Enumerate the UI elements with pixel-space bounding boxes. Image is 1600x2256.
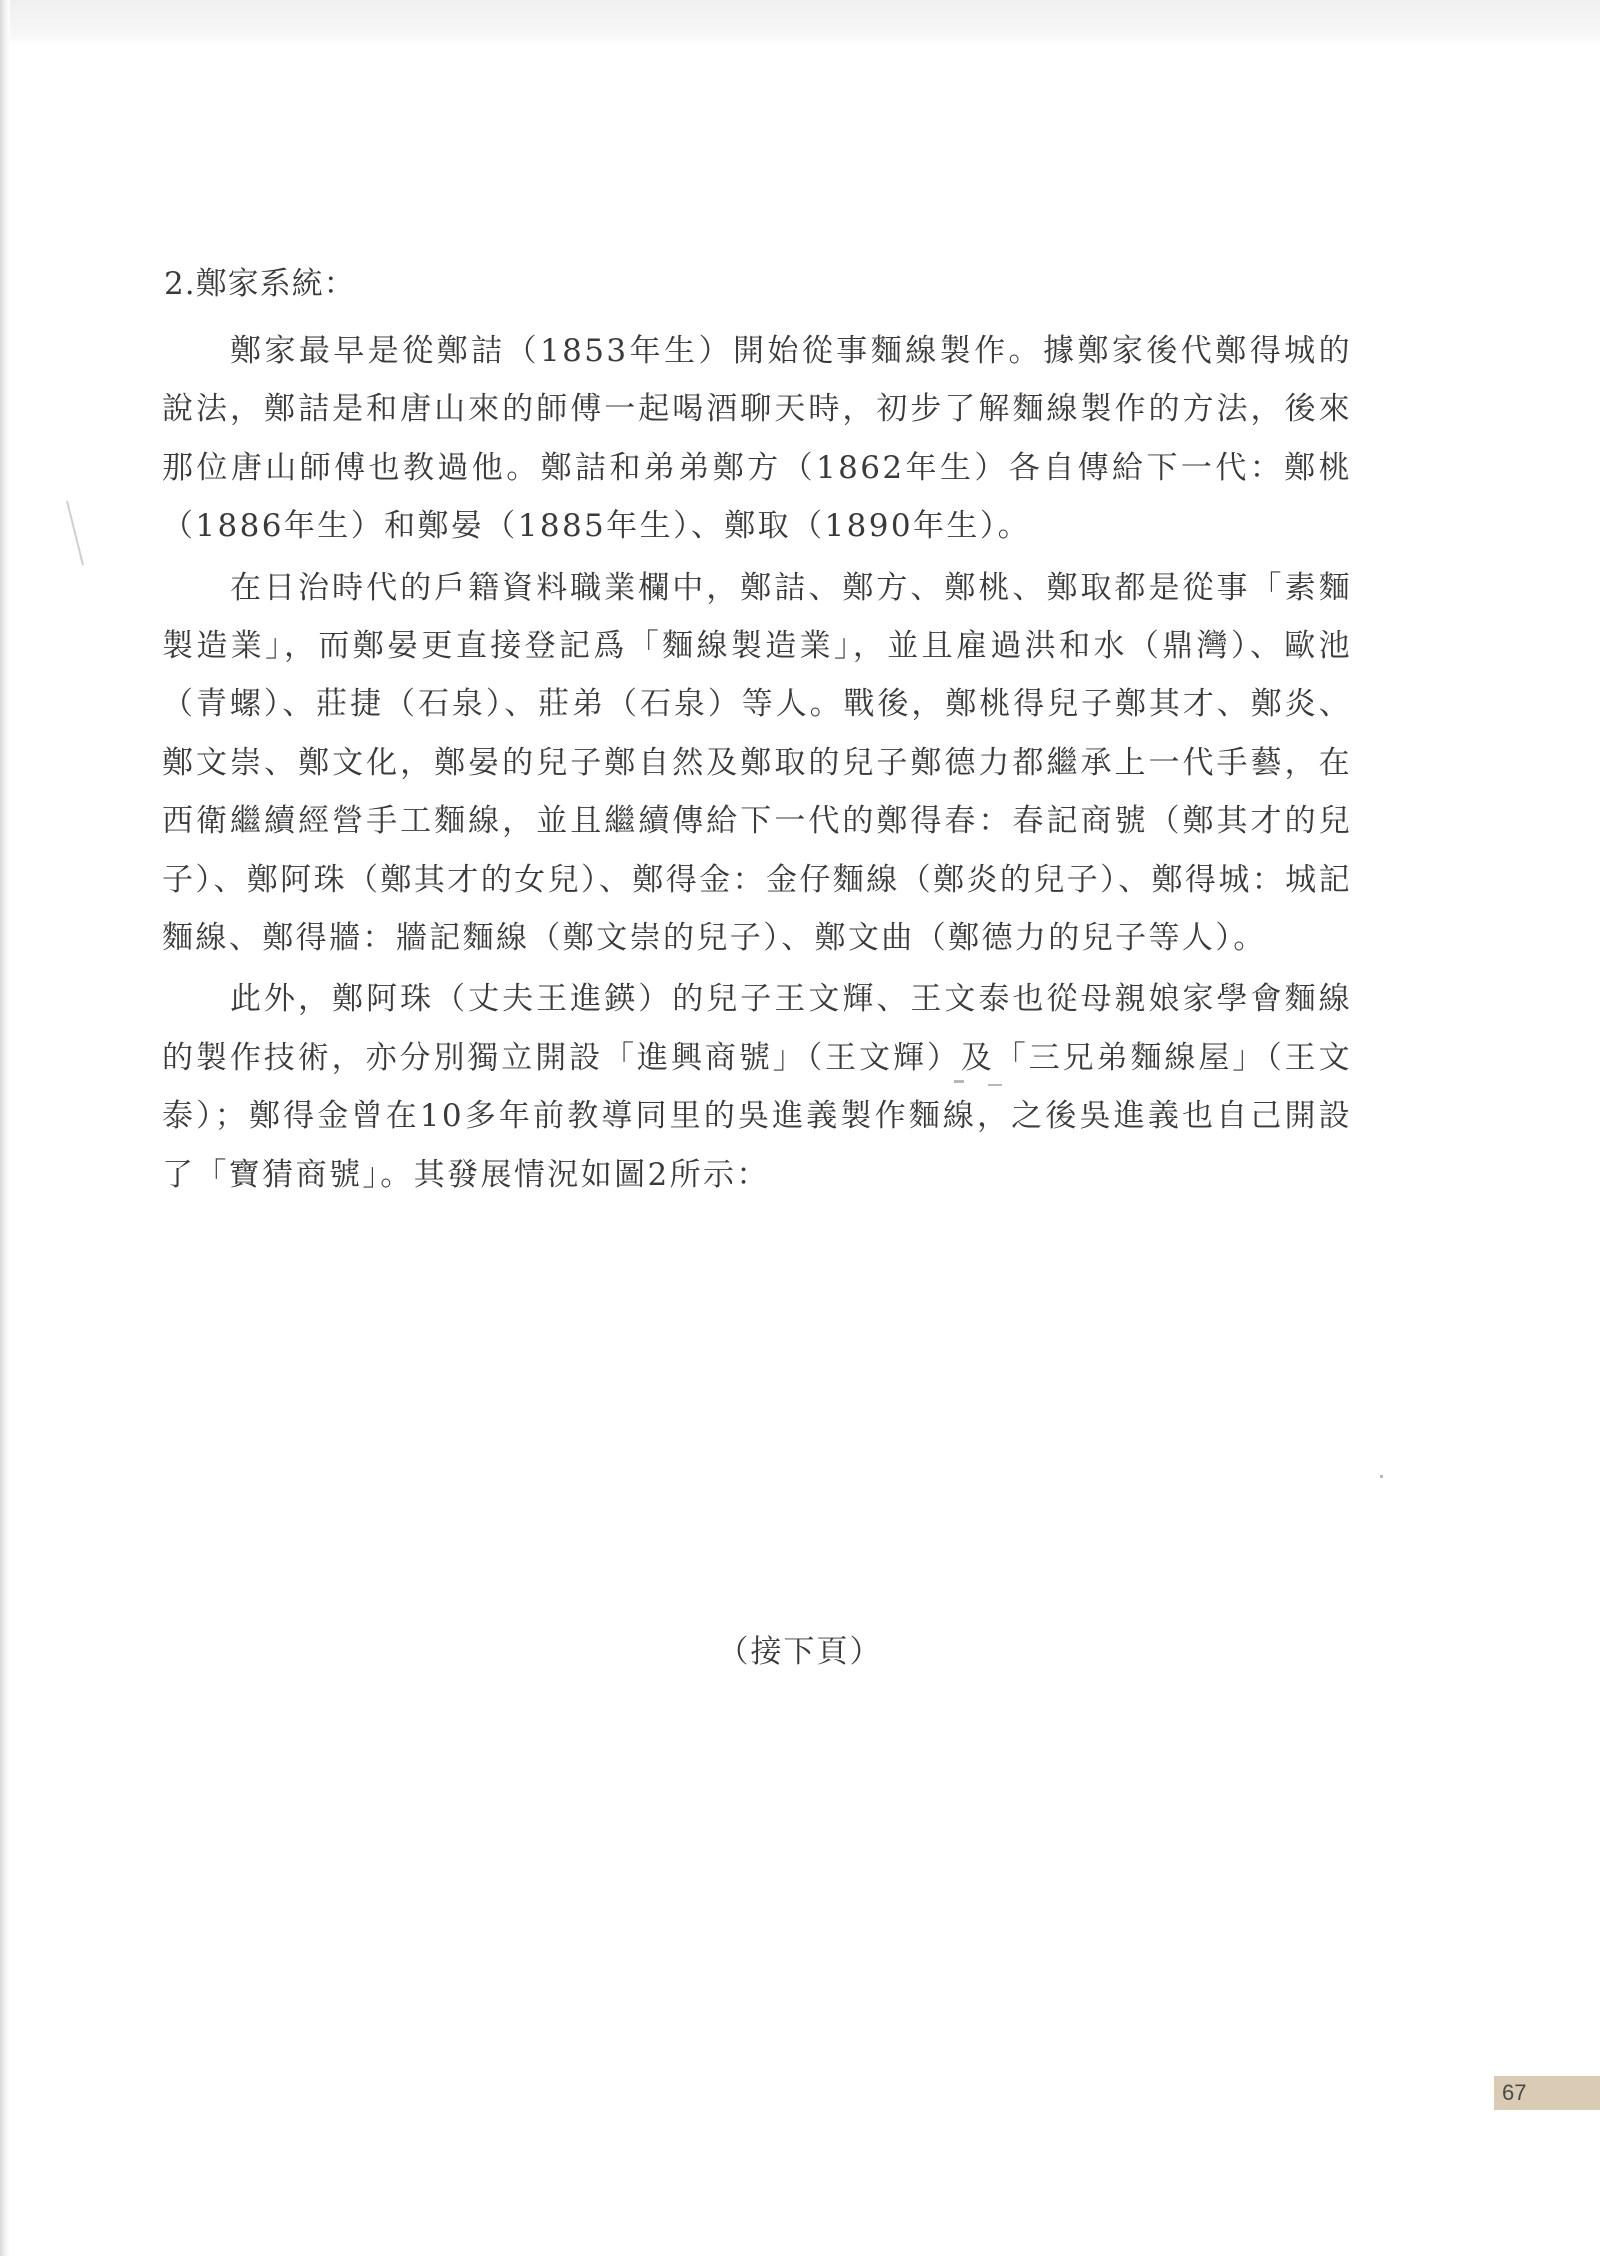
section-heading: 2.鄭家系統：: [164, 266, 356, 302]
scan-top-shadow: [0, 0, 1600, 46]
body-text: [162, 322, 1352, 1207]
paragraph: 在日治時代的戶籍資料職業欄中，鄭詰、鄭方、鄭桃、鄭取都是從事「素麵製造業」，而鄭晏更直接登記爲「麵線製造業」，並且雇過洪和水（鼎灣）、歐池（青螺）、莊捷（石泉）、莊弟（石泉）等人。戰後，鄭桃得兒子鄭其才、鄭炎、鄭文崇、鄭文化，鄭晏的兒子鄭自然及鄭取的兒子鄭德力都繼承上一代手藝，在西衛繼續經營手工麵線，並且繼續傳給下一代的鄭得春：春記商號（鄭其才的兒子）、鄭阿珠（鄭其才的女兒）、鄭得金：金仔麵線（鄭炎的兒子）、鄭得城：城記麵線、鄭得牆：牆記麵線（鄭文崇的兒子）、鄭文曲（鄭德力的兒子等人）。: [162, 569, 1352, 957]
paragraph: 此外，鄭阿珠（丈夫王進鍈）的兒子王文輝、王文泰也從母親娘家學會麵線的製作技術，亦分別獨立開設「進興商號」（王文輝）及「三兄弟麵線屋」（王文泰）；鄭得金曾在10多年前教導同里的吳進義製作麵線，之後吳進義也自己開設了「寶猜商號」。其發展情況如圖2所示：: [162, 981, 1352, 1193]
scan-streak: [66, 501, 84, 566]
scan-left-edge: [0, 0, 10, 2256]
continued-note: （接下頁）: [717, 1634, 883, 1670]
paragraph: 鄭家最早是從鄭詰（1853年生）開始從事麵線製作。據鄭家後代鄭得城的說法，鄭詰是和唐山來的師傅一起喝酒聊天時，初步了解麵線製作的方法，後來那位唐山師傅也教過他。鄭詰和弟弟鄭方（1862年生）各自傳給下一代：鄭桃（1886年生）和鄭晏（1885年生）、鄭取（1890年生）。: [162, 333, 1352, 545]
page-number: 67: [1494, 2076, 1600, 2110]
scan-speck: [1380, 1475, 1383, 1478]
